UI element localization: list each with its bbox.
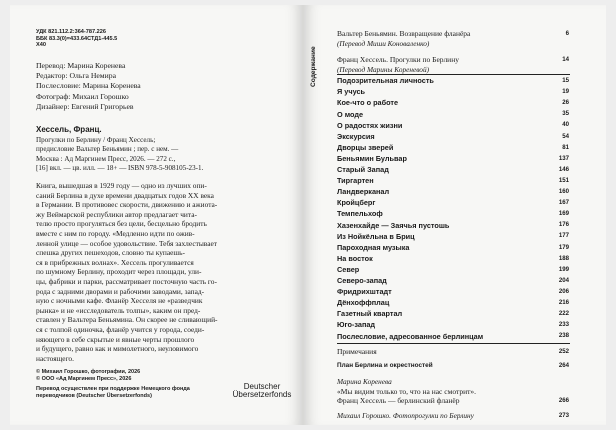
annotation-line: вместе с ним по городу. «Медленно идти по ожив- — [36, 229, 195, 238]
toc-page-number: 177 — [558, 232, 569, 240]
toc-entry: Ландверканал — [337, 187, 390, 197]
toc-page-number: 40 — [562, 121, 569, 129]
toc-entry: «Мы видим только то, что на нас смотрит». — [337, 386, 476, 396]
toc-entry: Я учусь — [337, 87, 365, 97]
annotation-line: по шумному Берлину, проходит через площади, ули- — [36, 267, 202, 277]
toc-page-number: 15 — [562, 77, 569, 84]
copyright-line: © ООО «Ад Маргинем Пресс», 2026 — [36, 375, 132, 382]
toc-page-number: 233 — [558, 321, 569, 329]
toc-entry: Из Нойкёльна в Бриц — [337, 231, 415, 241]
udk-line: УДК 821.112.2:364-787.226 — [36, 29, 107, 35]
biblio-line: Прогулки по Берлину / Франц Хессель; — [36, 136, 156, 144]
toc-page-number: 216 — [558, 299, 569, 306]
annotation-line: ся с толпой одиночка, фланёр учится у города, соеди- — [36, 325, 205, 334]
copyright-line: © Михаил Горошко, фотографии, 2026 — [36, 369, 141, 375]
toc-entry: Пароходная музыка — [337, 242, 410, 252]
funding-line: Перевод осуществлен при поддержке Немецкого фонда — [36, 386, 190, 392]
toc-entry: О радостях жизни — [337, 120, 403, 130]
toc-heading: Содержание — [310, 46, 317, 87]
annotation-line: саний Берлина в духе времени двадцатых годов XX века — [36, 190, 214, 200]
toc-page-number: 6 — [565, 30, 569, 37]
toc-page-number: 160 — [558, 188, 569, 195]
funding-line: переводчиков (Deutscher Übersetzerfonds) — [36, 392, 152, 399]
annotation-line: рынка» и не «исследователь толпы», каким он пред- — [36, 305, 201, 315]
annotation-line: жу Веймарской республики автор предлагает чита- — [36, 209, 197, 219]
logo-line: Übersetzerfonds — [232, 390, 292, 400]
toc-entry: О моде — [337, 109, 364, 119]
biblio-line: Москва : Ад Маргинем Пресс, 2026. — 272 с., — [36, 154, 176, 163]
credit-editor: Редактор: Ольга Немира — [36, 71, 117, 81]
right-page — [303, 5, 606, 425]
toc-page-number: 188 — [558, 254, 569, 262]
annotation-line: няющего в себе скрытые и явные черты прошлого — [36, 334, 195, 344]
toc-entry: Послесловие, адресованное берлинцам — [337, 331, 484, 341]
toc-entry: Кое-что о работе — [337, 98, 399, 108]
toc-entry: Примечания — [337, 347, 377, 356]
annotation-line: телю просто прогуляться без цели, бесцельно бродить — [36, 219, 207, 229]
author-sign: Х40 — [36, 42, 46, 49]
toc-entry: Марина Коренева — [337, 377, 392, 386]
toc-entry: (Перевод Марины Кореневой) — [337, 64, 430, 74]
toc-page-number: 238 — [558, 332, 569, 340]
toc-entry: Хазенхайде — Заячья пустошь — [337, 220, 450, 230]
toc-entry: Тиргартен — [337, 176, 374, 186]
annotation-line: ную с ночными кафе. Фланёр Хесселя не «разведчик — [36, 296, 203, 306]
toc-page-number: 26 — [562, 99, 569, 107]
author-heading: Хессель, Франц. — [36, 125, 102, 134]
toc-entry: Северо-запад — [337, 276, 387, 285]
annotation-line: ся в прибрежных волнах». Хессель прогуливается — [36, 257, 194, 267]
toc-entry: Фридрихштадт — [337, 287, 392, 297]
toc-page-number: 179 — [558, 243, 569, 251]
toc-entry: Экскурсия — [337, 131, 375, 141]
credit-afterword: Послесловие: Марина Коренева — [36, 81, 141, 91]
toc-divider — [337, 343, 570, 344]
toc-page-number: 14 — [562, 56, 569, 63]
toc-entry: Вальтер Беньямин. Возвращение фланёра — [337, 29, 471, 38]
toc-page-number: 222 — [558, 310, 569, 318]
toc-page-number: 19 — [562, 88, 569, 96]
toc-entry: Беньямин Бульвар — [337, 153, 407, 163]
toc-page-number: 273 — [558, 411, 569, 419]
toc-page-number: 151 — [558, 176, 569, 184]
toc-entry: Дворцы зверей — [337, 142, 394, 152]
credit-translator: Перевод: Марина Коренева — [36, 61, 126, 70]
toc-page-number: 35 — [562, 110, 569, 118]
toc-entry: Кройцберг — [337, 198, 376, 208]
toc-entry: План Берлина и окрестностей — [337, 362, 433, 369]
annotation-line: настоящего. — [36, 353, 74, 363]
toc-page-number: 137 — [558, 154, 569, 162]
toc-page-number: 146 — [558, 165, 569, 173]
annotation-line: рода с задними дворами и рабочими заводами, запад- — [36, 286, 205, 296]
toc-page-number: 204 — [558, 276, 569, 284]
toc-entry: Старый Запад — [337, 165, 389, 174]
biblio-line: предисловие Вальтер Беньямин ; пер. с нем. — — [36, 145, 179, 154]
toc-entry: Дёнхоффплац — [337, 298, 390, 308]
annotation-line: цы, фабрики и парки, рассматривает посточную часть го- — [36, 277, 217, 286]
toc-page-number: 199 — [558, 265, 569, 273]
annotation-line: Книга, вышедшая в 1929 году — одно из лучших опи- — [36, 181, 207, 190]
toc-entry: Темпельхоф — [337, 209, 383, 219]
toc-page-number: 252 — [558, 347, 569, 355]
toc-page-number: 206 — [558, 287, 569, 295]
annotation-line: спешка других пешеходов, словно ты купаешь- — [36, 248, 185, 258]
bbk-line: ББК 83.3(0)=433.64СТД1-445.5 — [36, 35, 118, 42]
toc-page-number: 266 — [558, 396, 569, 404]
annotation-line: ставлен у Вальтера Беньямина. Он скорее не сливающий- — [36, 315, 218, 325]
toc-page-number: 169 — [558, 210, 569, 218]
logo-line: Deutscher — [243, 382, 281, 391]
toc-entry: Подозрительная личность — [337, 76, 434, 86]
toc-entry: Север — [337, 264, 360, 274]
toc-entry: Газетный квартал — [337, 309, 403, 319]
toc-entry: Михаил Горошко. Фотопрогулки по Берлину — [337, 411, 474, 420]
toc-entry: На восток — [337, 253, 373, 263]
toc-entry: (Перевод Миши Коноваленко) — [337, 38, 430, 48]
toc-page-number: 176 — [558, 221, 569, 229]
annotation-line: и будущего, равно как и мимолетного, неуловимого — [36, 344, 199, 354]
toc-divider — [337, 74, 570, 75]
toc-page-number: 54 — [562, 132, 569, 140]
toc-page-number: 81 — [562, 143, 569, 151]
annotation-line: ленной улице — особое удовольствие. Тебя захлестывает — [36, 238, 217, 248]
toc-entry: Юго-запад — [337, 320, 376, 330]
annotation-line: в Германии. В противовес скорости, движению и ажиота- — [36, 200, 218, 210]
toc-page-number: 264 — [558, 362, 569, 369]
credit-photographer: Фотограф: Михаил Горошко — [36, 91, 129, 101]
credit-designer: Дизайнер: Евгений Григорьев — [36, 101, 134, 111]
biblio-line: [16] вкл. — цв. илл. — 18+ — ISBN 978-5-908105-23-1. — [36, 164, 204, 173]
translators-fund-logo — [232, 383, 292, 400]
left-page — [10, 5, 303, 425]
toc-page-number: 167 — [558, 199, 569, 207]
toc-entry: Франц Хессель. Прогулки по Берлину — [337, 55, 459, 64]
toc-entry: Франц Хессель — берлинский фланёр — [337, 396, 460, 405]
